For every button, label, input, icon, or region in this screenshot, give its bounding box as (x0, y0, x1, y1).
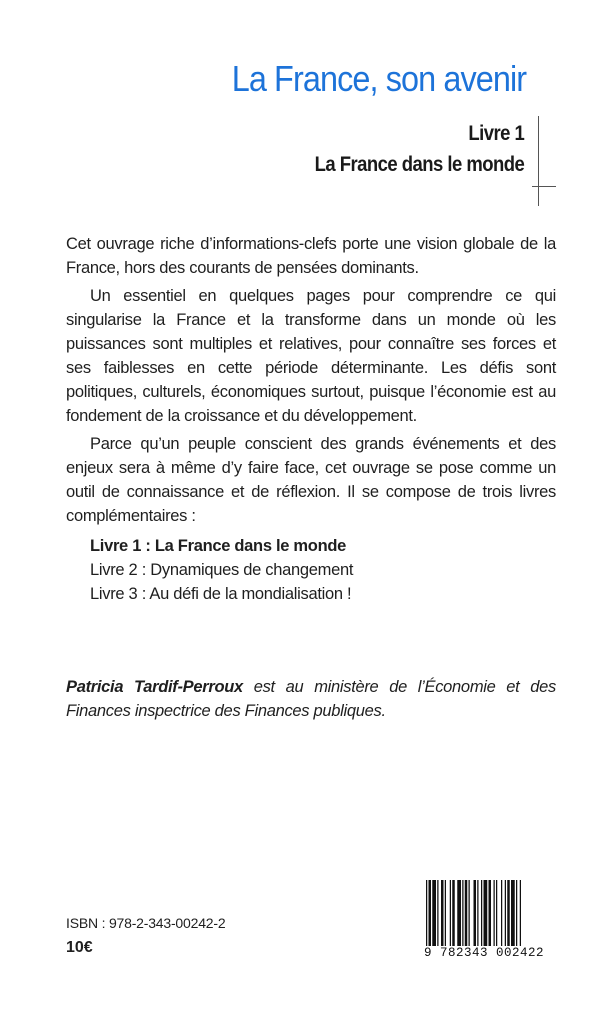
barcode-icon (424, 880, 556, 946)
volume-heading (314, 118, 524, 180)
book-title: La France, son avenir (231, 58, 526, 99)
volume-title: La France dans le monde (314, 153, 524, 176)
isbn-label: ISBN : 978-2-343-00242-2 (66, 915, 226, 931)
barcode (424, 880, 556, 966)
barcode-digits: 9 782343 002422 (424, 946, 556, 960)
author-bio: est au ministère de l’Économie et des Finances inspectrice des Finances publiques. (66, 678, 556, 720)
book-list-item-2: Livre 2 : Dynamiques de changement (90, 561, 354, 579)
book-series-list (90, 534, 556, 606)
book-list-item-3: Livre 3 : Au défi de la mondialisation ! (90, 585, 352, 603)
summary-paragraph-2: Un essentiel en quelques pages pour comprendre ce qui singularise la France et la transforme dans un monde où les puissances sont multiples et relatives, pour connaître ses forces et ses faiblesses en cette période déterminante. Les défis sont politiques, culturels, économiques surtout, puisque l’économie est au fondement de la croissance et du développement. (66, 287, 556, 425)
decorative-horizontal-rule (532, 186, 556, 187)
price-label: 10€ (66, 939, 93, 956)
summary-paragraph-1: Cet ouvrage riche d’informations-clefs porte une vision globale de la France, hors des courants de pensées dominants. (66, 235, 556, 277)
author-note (66, 675, 556, 723)
back-cover-summary (66, 232, 556, 606)
book-list-item-1: Livre 1 : La France dans le monde (90, 537, 347, 555)
summary-paragraph-3: Parce qu’un peuple conscient des grands événements et des enjeux sera à même d’y faire face, cet ouvrage se pose comme un outil de connaissance et de réflexion. Il se compose de trois livres complémentaires : (66, 435, 556, 525)
decorative-vertical-rule (538, 116, 539, 206)
author-name: Patricia Tardif-Perroux (66, 678, 243, 696)
volume-number: Livre 1 (468, 122, 524, 145)
